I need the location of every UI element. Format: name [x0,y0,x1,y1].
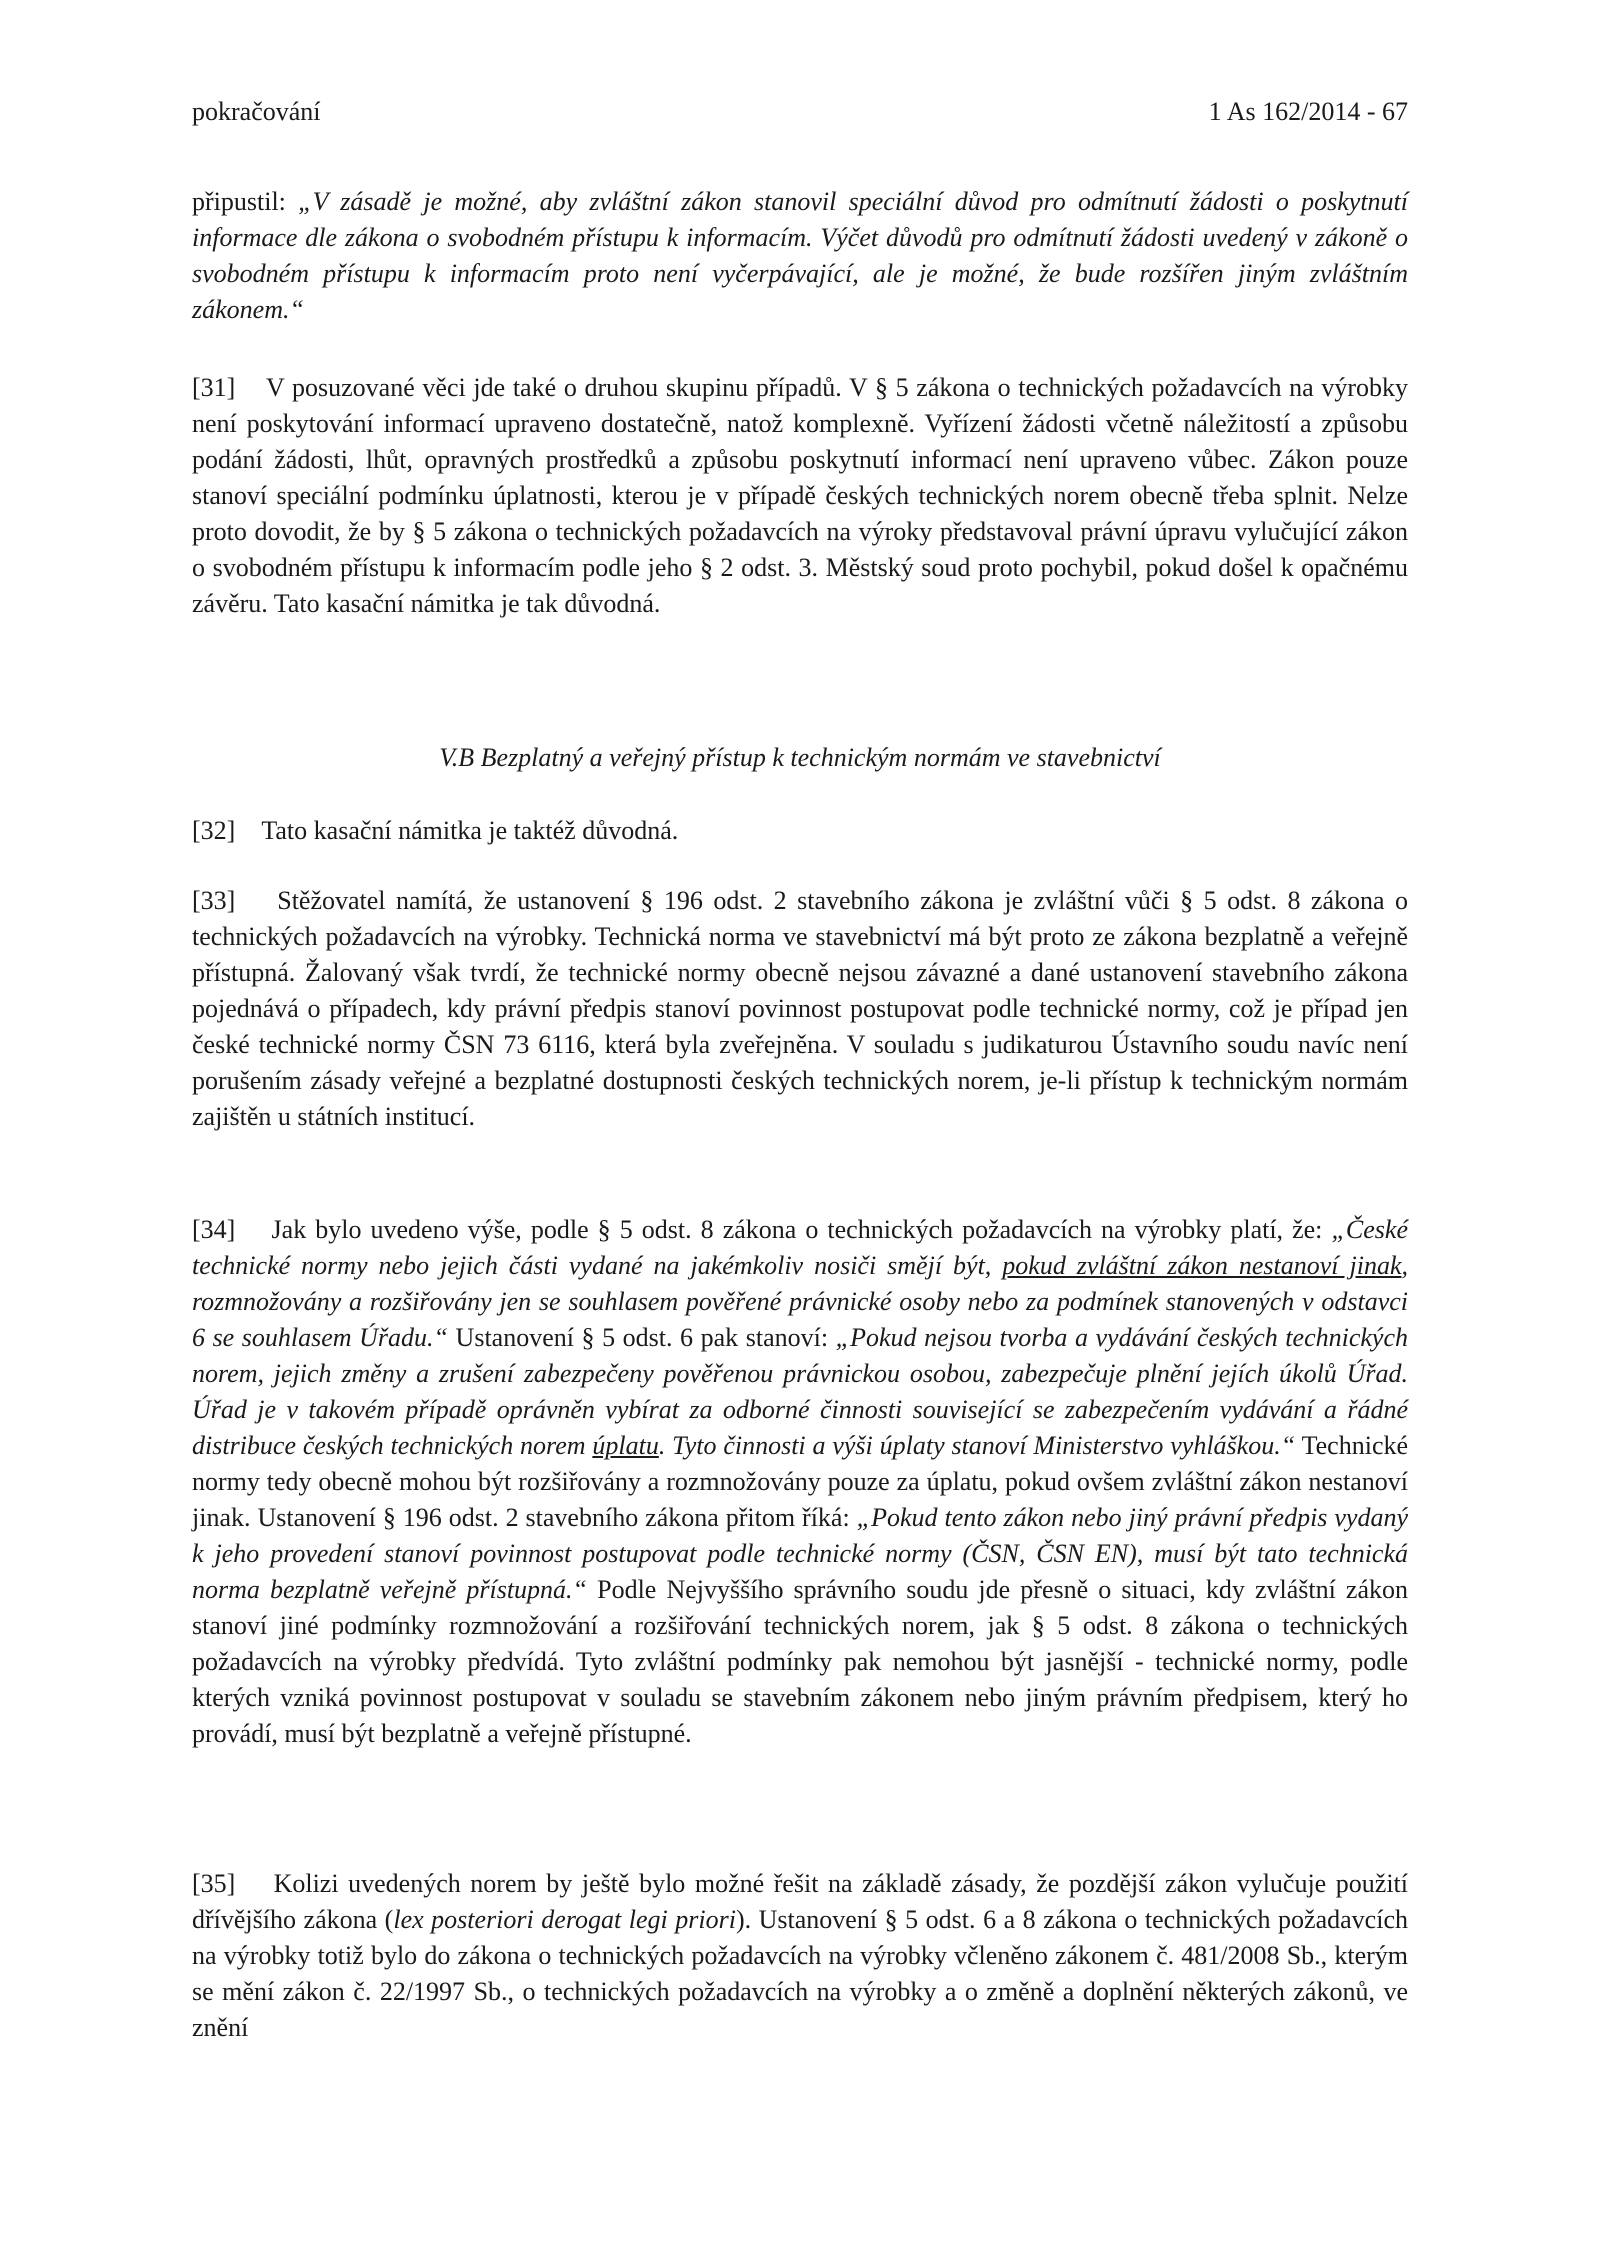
quote-intro-paragraph [192,184,1408,328]
paragraph-number: [35] [192,1869,236,1898]
underlined-quote-text: úplatu [592,1431,659,1460]
paragraph-35 [192,1866,1408,2046]
case-number: 1 As 162/2014 - 67 [1208,97,1408,126]
paragraph-number: [33] [192,886,236,915]
paragraph-text: Podle Nejvyššího správního soudu jde přesně o situaci, kdy zvláštní zákon stanoví jiné podmínky rozmnožování a rozšiřování technických norem, jak § 5 odst. 8 zákona o technických požadavcích na výrobky předvídá. Tyto zvláštní podmínky pak nemohou být jasnější - technické normy, podle kterých vzniká povinnost postupovat v souladu se stavebním zákonem nebo jiným právním předpisem, který ho provádí, musí být bezplatně a veřejně přístupné. [192,1575,1409,1748]
paragraph-number: [32] [192,816,236,845]
paragraph-number: [31] [192,373,236,402]
underlined-quote-text: pokud zvláštní zákon nestanoví jinak [1002,1251,1402,1280]
paragraph-text: Kolizi uvedených norem by ještě bylo možné řešit na základě zásady, že pozdější zákon vylučuje použití dřívějšího zákona ( [192,1869,1408,1934]
quote-text: , rozmnožovány a rozšiřovány jen se souhlasem pověřené právnické osoby nebo za podmínek stanovených v odstavci 6 se souhlasem Úřadu.“ [192,1251,1408,1352]
paragraph-number: [34] [192,1215,236,1244]
quote-text: „České technické normy nebo jejich části vydané na jakémkoliv nosiči smějí být, [192,1215,1409,1280]
latin-maxim: lex posteriori derogat legi priori [393,1905,736,1934]
paragraph-34 [192,1212,1408,1752]
paragraph-text: Stěžovatel namítá, že ustanovení § 196 odst. 2 stavebního zákona je zvláštní vůči § 5 odst. 8 zákona o technických požadavcích na výrobky. Technická norma ve stavebnictví má být proto ze zákona bezplatně a veřejně přístupná. Žalovaný však tvrdí, že technické normy obecně nejsou závazné a dané ustanovení stavebního zákona pojednává o případech, kdy právní předpis stanoví povinnost postupovat podle technické normy, což je případ jen české technické normy ČSN 73 6116, která byla zveřejněna. V souladu s judikaturou Ústavního soudu navíc není porušením zásady veřejné a bezplatné dostupnosti českých technických norem, je-li přístup k technickým normám zajištěn u státních institucí. [192,886,1409,1131]
paragraph-text: Technické normy tedy obecně mohou být rozšiřovány a rozmnožovány pouze za úplatu, pokud ovšem zvláštní zákon nestanoví jinak. Ustanovení § 196 odst. 2 stavebního zákona přitom říká: [192,1431,1409,1532]
paragraph-32 [192,813,1408,849]
header-continuation: pokračování [192,97,321,126]
quote-lead: připustil: [192,187,299,216]
page-header [192,94,1408,130]
quote-text: . Tyto činnosti a výši úplaty stanoví Ministerstvo vyhláškou.“ [658,1431,1296,1460]
paragraph-text: Ustanovení § 5 odst. 6 pak stanoví: [447,1323,836,1352]
paragraph-text: ). Ustanovení § 5 odst. 6 a 8 zákona o technických požadavcích na výrobky totiž bylo do zákona o technických požadavcích na výrobky včleněno zákonem č. 481/2008 Sb., kterým se mění zákon č. 22/1997 Sb., o technických požadavcích na výrobky a o změně a doplnění některých zákonů, ve znění [192,1905,1408,2042]
quote-text: „V zásadě je možné, aby zvláštní zákon stanovil speciální důvod pro odmítnutí žádosti o poskytnutí informace dle zákona o svobodném přístupu k informacím. Výčet důvodů pro odmítnutí žádosti uvedený v zákoně o svobodném přístupu k informacím proto není vyčerpávající, ale je možné, že bude rozšířen jiným zvláštním zákonem.“ [192,187,1408,324]
paragraph-text: Tato kasační námitka je taktéž důvodná. [261,816,679,845]
paragraph-text: V posuzované věci jde také o druhou skupinu případů. V § 5 zákona o technických požadavcích na výrobky není poskytování informací upraveno dostatečně, natož komplexně. Vyřízení žádosti včetně náležitostí a způsobu podání žádosti, lhůt, opravných prostředků a způsobu poskytnutí informací není upraveno vůbec. Zákon pouze stanoví speciální podmínku úplatnosti, kterou je v případě českých technických norem obecně třeba splnit. Nelze proto dovodit, že by § 5 zákona o technických požadavcích na výroky představoval právní úpravu vylučující zákon o svobodném přístupu k informacím podle jeho § 2 odst. 3. Městský soud proto pochybil, pokud došel k opačnému závěru. Tato kasační námitka je tak důvodná. [192,373,1409,618]
quote-text: „Pokud nejsou tvorba a vydávání českých technických norem, jejich změny a zrušení zabezpečeny pověřenou právnickou osobou, zabezpečuje plnění jejích úkolů Úřad. Úřad je v takovém případě oprávněn vybírat za odborné činnosti související se zabezpečením vydávání a řádné distribuce českých technických norem [192,1323,1408,1460]
paragraph-33 [192,883,1408,1135]
paragraph-31 [192,370,1408,622]
section-heading: V.B Bezplatný a veřejný přístup k technickým normám ve stavebnictví [439,743,1161,772]
paragraph-text: Jak bylo uvedeno výše, podle § 5 odst. 8 zákona o technických požadavcích na výrobky platí, že: [271,1215,1332,1244]
quote-text: „Pokud tento zákon nebo jiný právní předpis vydaný k jeho provedení stanoví povinnost postupovat podle technické normy (ČSN, ČSN EN), musí být tato technická norma bezplatně veřejně přístupná.“ [192,1503,1408,1604]
